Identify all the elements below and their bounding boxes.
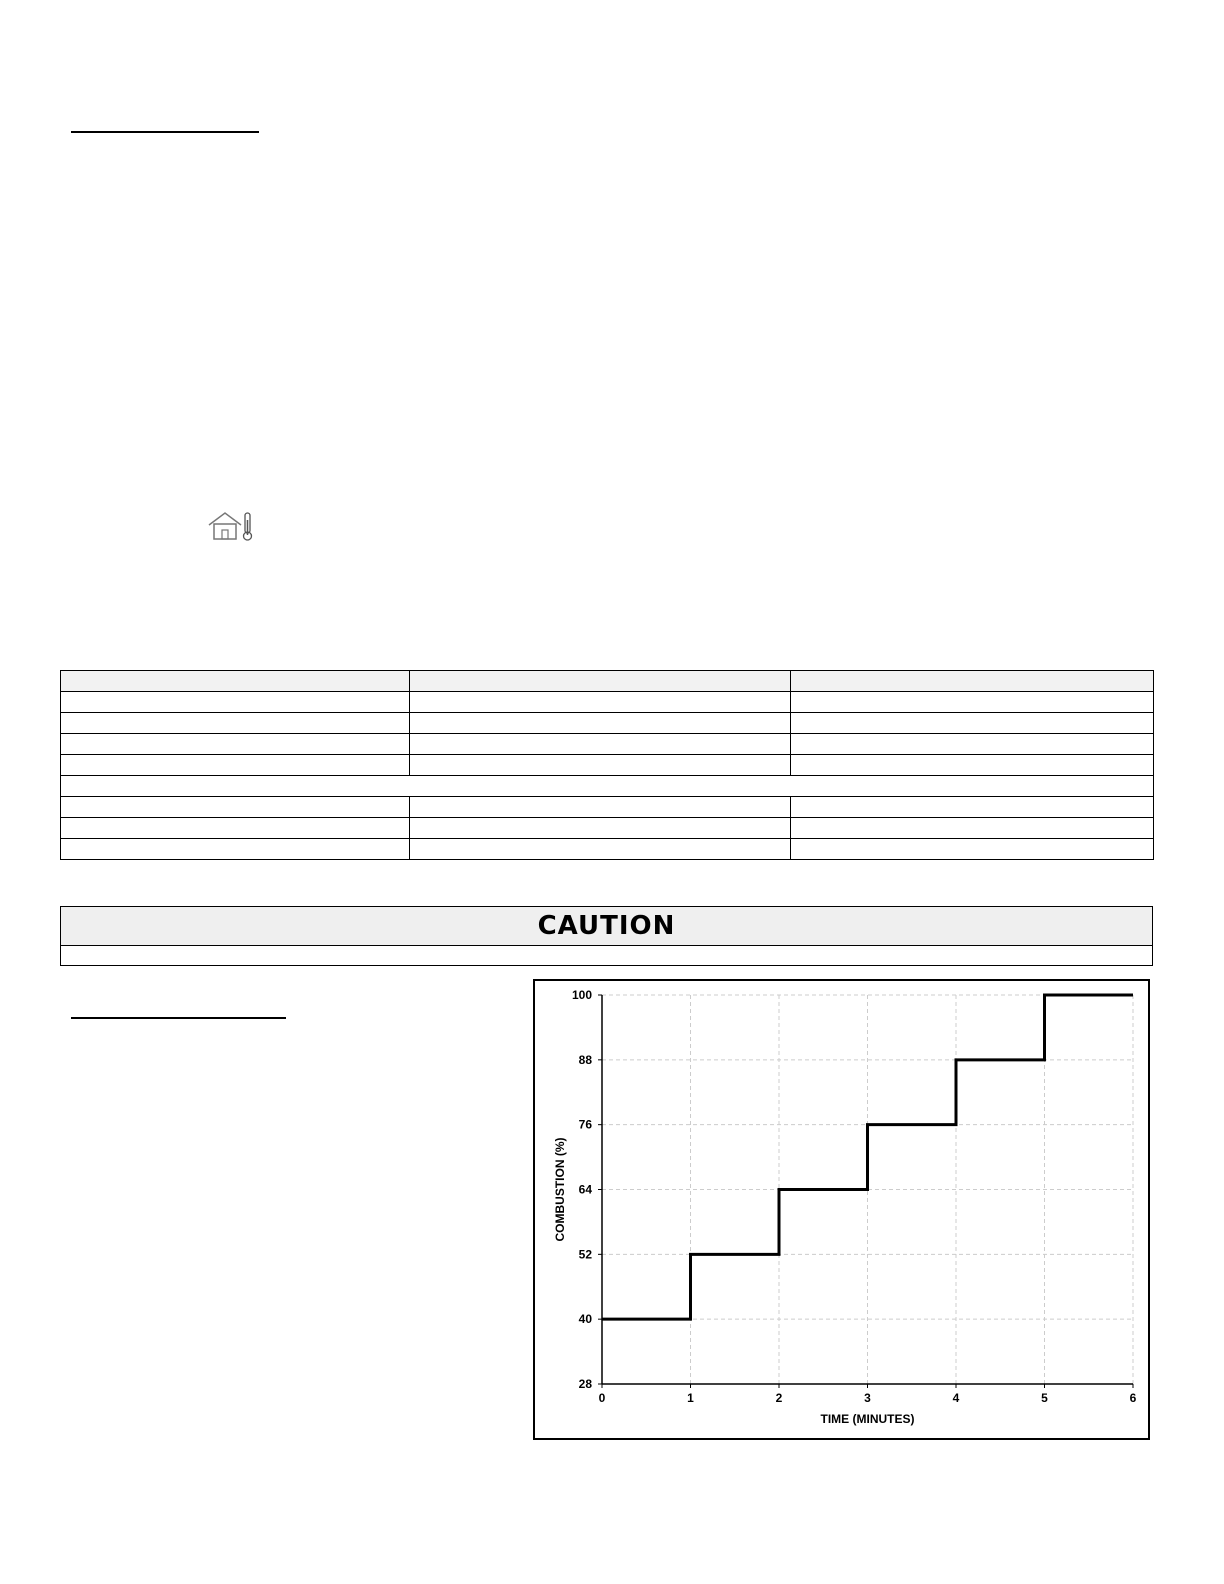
table-row [61, 839, 1154, 860]
table-row [61, 818, 1154, 839]
y-tick-label: 100 [571, 988, 592, 1002]
specification-table [60, 670, 1154, 860]
x-axis-title: TIME (MINUTES) [820, 1412, 915, 1426]
combustion-chart [533, 979, 1150, 1440]
table-row [61, 692, 1154, 713]
x-tick-label: 6 [1129, 1391, 1137, 1405]
table-row [61, 797, 1154, 818]
y-axis-title: COMBUSTION (%) [553, 1137, 567, 1242]
caution-header [61, 906, 1152, 946]
x-tick-label: 4 [952, 1391, 960, 1405]
x-tick-label: 1 [687, 1391, 694, 1405]
table-row [61, 713, 1154, 734]
y-tick-label: 28 [578, 1377, 592, 1391]
section-heading-underline [71, 131, 259, 133]
section-heading-underline [71, 1017, 286, 1019]
y-tick-label: 52 [578, 1247, 592, 1262]
table-header-row [61, 671, 1154, 692]
table-section-row [61, 776, 1154, 797]
table-row [61, 734, 1154, 755]
x-tick-label: 5 [1041, 1391, 1048, 1405]
chart-canvas [535, 981, 1148, 1438]
y-tick-label: 76 [578, 1117, 592, 1132]
table-row [61, 755, 1154, 776]
x-tick-label: 2 [775, 1391, 783, 1405]
y-tick-label: 64 [578, 1182, 592, 1197]
house-thermostat-icon [207, 510, 257, 542]
caution-box [60, 906, 1153, 966]
y-tick-label: 40 [578, 1312, 592, 1327]
y-tick-label: 88 [578, 1052, 592, 1067]
x-tick-label: 3 [864, 1391, 871, 1405]
x-tick-label: 0 [598, 1391, 606, 1405]
caution-title: CAUTION [537, 911, 676, 941]
